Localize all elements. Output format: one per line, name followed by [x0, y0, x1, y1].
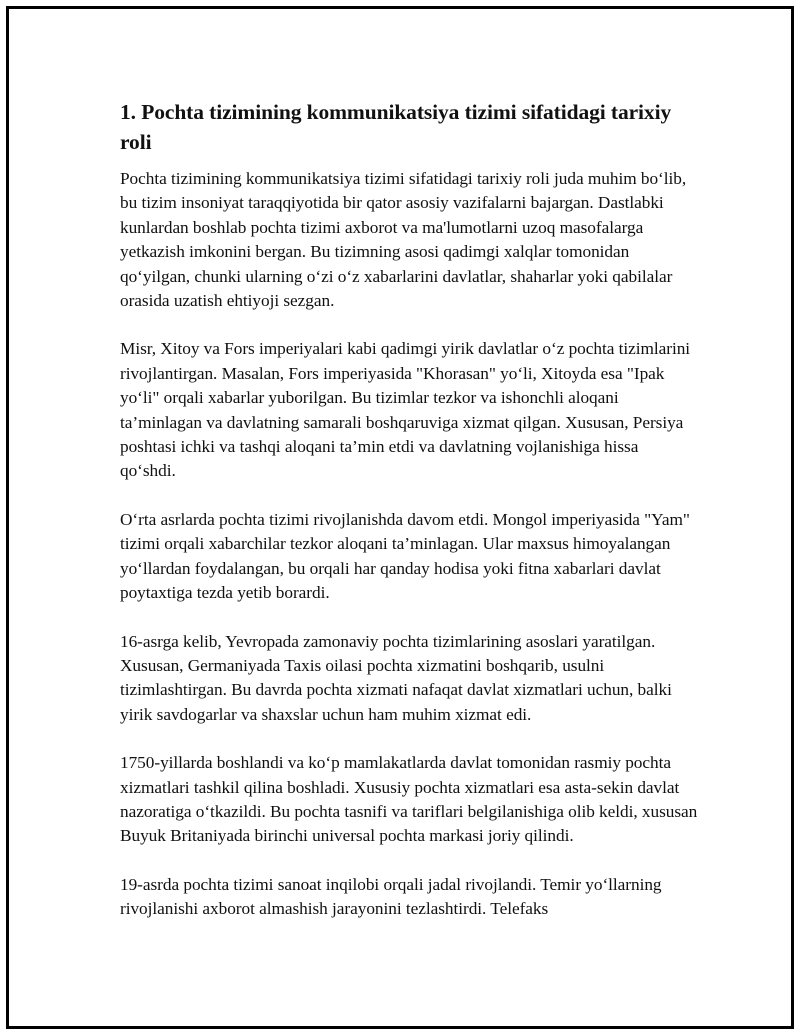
- section-heading: 1. Pochta tizimining kommunikatsiya tizimi sifatidagi tarixiy roli: [120, 100, 672, 154]
- document-body: [120, 97, 698, 946]
- paragraph-1: Pochta tizimining kommunikatsiya tizimi sifatidagi tarixiy roli juda muhim bo‘lib, bu tizim insoniyat taraqqiyotida bir qator asosiy vazifalarni bajargan. Dastlabki kunlardan boshlab pochta tizimi axborot va ma'lumotlarni uzoq masofalarga yetkazish imkonini bergan. Bu tizimning asosi qadimgi xalqlar tomonidan qo‘yilgan, chunki ularning o‘zi o‘z xabarlarini davlatlar, shaharlar yoki qabilalar orasida uzatish ehtiyoji sezgan.: [120, 169, 687, 311]
- paragraph-4: 16-asrga kelib, Yevropada zamonaviy pochta tizimlarining asoslari yaratilgan. Xususan, Germaniyada Taxis oilasi pochta xizmatini boshqarib, usulni tizimlashtirgan. Bu davrda pochta xizmati nafaqat davlat xizmatlari uchun, balki yirik savdogarlar va shaxslar uchun ham muhim xizmat edi.: [120, 631, 672, 724]
- paragraph-6: 19-asrda pochta tizimi sanoat inqilobi orqali jadal rivojlandi. Temir yo‘llarning rivojlanishi axborot almashish jarayonini tezlashtirdi. Telefaks: [120, 874, 662, 919]
- paragraph-3: O‘rta asrlarda pochta tizimi rivojlanishda davom etdi. Mongol imperiyasida "Yam" tizimi orqali xabarchilar tezkor aloqani ta’minlagan. Ular maxsus himoyalangan yo‘llardan foydalangan, bu orqali har qanday hodisa yoki fitna xabarlari davlat poytaxtiga tezda yetib borardi.: [120, 509, 690, 603]
- document-page: [6, 6, 794, 1029]
- paragraph-5: 1750-yillarda boshlandi va ko‘p mamlakatlarda davlat tomonidan rasmiy pochta xizmatlari tashkil qilina boshladi. Xususiy pochta xizmatlari esa asta-sekin davlat nazoratiga o‘tkazildi. Bu pochta tasnifi va tariflari belgilanishiga olib keldi, xususan Buyuk Britaniyada birinchi universal pochta markasi joriy qilindi.: [120, 753, 698, 846]
- paragraph-2: Misr, Xitoy va Fors imperiyalari kabi qadimgi yirik davlatlar o‘z pochta tizimlarini rivojlantirgan. Masalan, Fors imperiyasida "Khorasan" yo‘li, Xitoyda esa "Ipak yo‘li" orqali xabarlar yuborilgan. Bu tizimlar tezkor va ishonchli aloqani ta’minlagan va davlatning samarali boshqaruviga xizmat qilgan. Xususan, Persiya poshtasi ichki va tashqi aloqani ta’min etdi va davlatning vojlanishiga hissa qo‘shdi.: [120, 339, 691, 481]
